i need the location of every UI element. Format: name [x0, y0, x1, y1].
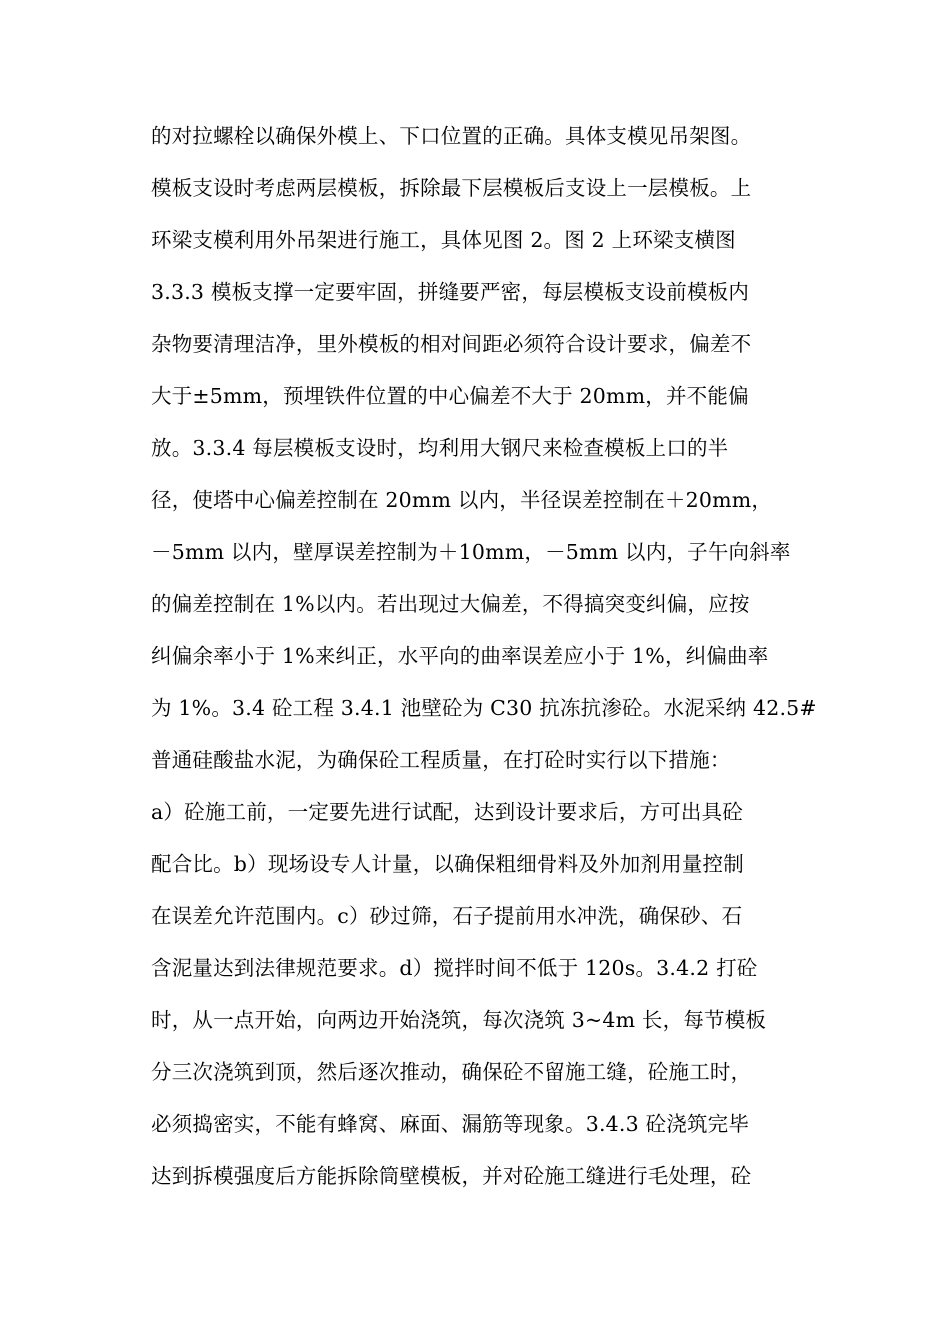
text-line: －5mm 以内，壁厚误差控制为＋10mm，－5mm 以内，子午向斜率 — [151, 540, 791, 564]
text-line: 分三次浇筑到顶，然后逐次推动，确保砼不留施工缝，砼施工时， — [151, 1060, 752, 1084]
text-line: 时，从一点开始，向两边开始浇筑，每次浇筑 3~4m 长，每节模板 — [151, 1008, 767, 1032]
text-line: 的偏差控制在 1%以内。若出现过大偏差，不得搞突变纠偏，应按 — [151, 592, 750, 616]
text-line: 环梁支模利用外吊架进行施工，具体见图 2。图 2 上环梁支横图 — [151, 228, 736, 252]
text-line: 必须捣密实，不能有蜂窝、麻面、漏筋等现象。3.4.3 砼浇筑完毕 — [151, 1112, 750, 1136]
text-line: 达到拆模强度后方能拆除筒壁模板，并对砼施工缝进行毛处理，砼 — [151, 1164, 752, 1188]
text-line: 径，使塔中心偏差控制在 20mm 以内，半径误差控制在＋20mm， — [151, 488, 773, 512]
text-line: 纠偏余率小于 1%来纠正，水平向的曲率误差应小于 1%，纠偏曲率 — [151, 644, 769, 668]
text-line: 杂物要清理洁净，里外模板的相对间距必须符合设计要求，偏差不 — [151, 332, 752, 356]
body-text — [151, 116, 817, 1208]
text-line: 为 1%。3.4 砼工程 3.4.1 池壁砼为 C30 抗冻抗渗砼。水泥采纳 42.5# — [151, 696, 817, 720]
text-line: 含泥量达到法律规范要求。d）搅拌时间不低于 120s。3.4.2 打砼 — [151, 956, 758, 980]
text-line: 的对拉螺栓以确保外模上、下口位置的正确。具体支模见吊架图。 — [151, 124, 752, 148]
text-line: 大于±5mm，预埋铁件位置的中心偏差不大于 20mm，并不能偏 — [151, 384, 749, 408]
text-line: 模板支设时考虑两层模板，拆除最下层模板后支设上一层模板。上 — [151, 176, 752, 200]
text-line: 普通硅酸盐水泥，为确保砼工程质量，在打砼时实行以下措施： — [151, 748, 731, 772]
text-line: a）砼施工前，一定要先进行试配，达到设计要求后，方可出具砼 — [151, 800, 744, 824]
text-line: 配合比。b）现场设专人计量，以确保粗细骨料及外加剂用量控制 — [151, 852, 744, 876]
text-line: 3.3.3 模板支撑一定要牢固，拼缝要严密，每层模板支设前模板内 — [151, 280, 750, 304]
text-line: 在误差允许范围内。c）砂过筛，石子提前用水冲洗，确保砂、石 — [151, 904, 743, 928]
text-line: 放。3.3.4 每层模板支设时，均利用大钢尺来检查模板上口的半 — [151, 436, 729, 460]
